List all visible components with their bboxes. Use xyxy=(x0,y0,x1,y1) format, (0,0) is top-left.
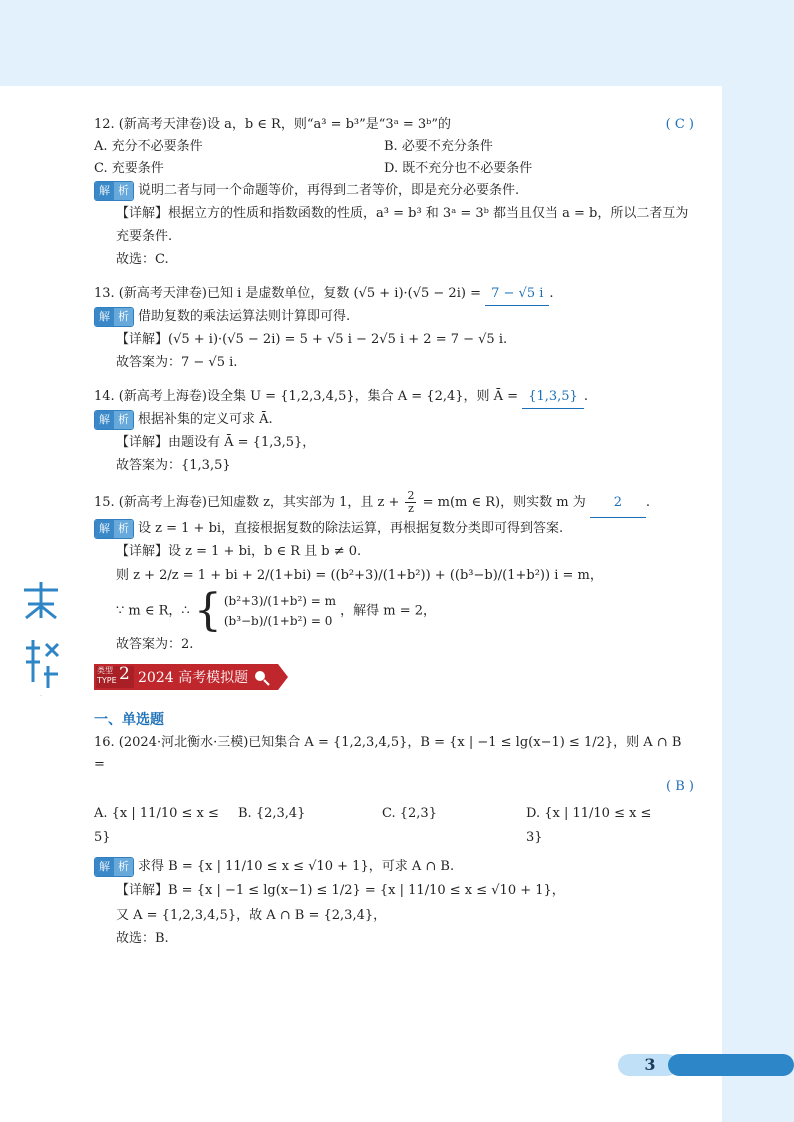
side-decoration-glyph xyxy=(18,578,64,698)
q16-stem: 16. (2024·河北衡水·三模)已知集合 A = {1,2,3,4,5}，B = {x | −1 ≤ lg(x−1) ≤ 1/2}，则 A ∩ B = xyxy=(94,735,682,772)
q16-option-c: C. {2,3} xyxy=(382,806,437,821)
q14-analysis: 解 析 根据补集的定义可求 Ā. xyxy=(94,409,694,431)
q15-analysis: 解 析 设 z = 1 + bi，直接根据复数的除法运算，再根据复数分类即可得到答案. xyxy=(94,518,694,540)
q16-detail: 【详解】B = {x | −1 ≤ lg(x−1) ≤ 1/2} = {x | 11/10 ≤ x ≤ √10 + 1}， xyxy=(116,883,565,898)
analysis-badge: 解 析 xyxy=(94,519,134,539)
q15-stem: 15. (新高考上海卷)已知虚数 z，其实部为 1，且 z + $\frac{2}{z}$ = m(m ∈ R)，则实数 m 为 2 . xyxy=(94,489,694,518)
analysis-badge: 解 析 xyxy=(94,181,134,201)
right-band xyxy=(722,0,794,1122)
q12-stem-text: 12. (新高考天津卷)设 a，b ∈ R，则“a³ = b³”是“3ᵃ = 3ᵇ”的 xyxy=(94,117,451,132)
q12-option-a: A. 充分不必要条件 xyxy=(94,139,203,154)
q16-analysis: 解 析 求得 B = {x | 11/10 ≤ x ≤ √10 + 1}，可求 A ∩ B. xyxy=(94,856,694,878)
q13-blank-answer: 7 − √5 i xyxy=(485,283,549,306)
q16-detail-line2: 又 A = {1,2,3,4,5}，故 A ∩ B = {2,3,4}， xyxy=(116,908,387,923)
q13-analysis: 解 析 借助复数的乘法运算法则计算即可得. xyxy=(94,306,694,328)
svg-text:未来: 未来 xyxy=(40,696,42,697)
q16-option-b: B. {2,3,4} xyxy=(238,806,306,821)
q16-options xyxy=(94,802,694,850)
q13-conclusion: 故答案为：7 − √5 i. xyxy=(116,355,238,370)
q16-conclusion: 故选：B. xyxy=(116,931,169,946)
q15-blank-answer: 2 xyxy=(590,489,646,518)
q12-conclusion: 故选：C. xyxy=(116,252,169,267)
banner-title: 2024 高考模拟题 xyxy=(138,670,249,686)
q12-analysis: 解 析 说明二者与同一个命题等价，再得到二者等价，即是充分必要条件. xyxy=(94,180,694,202)
q14-stem: 14. (新高考上海卷)设全集 U = {1,2,3,4,5}，集合 A = {2,4}，则 Ā = {1,3,5} . xyxy=(94,386,694,409)
q12-stem xyxy=(94,114,694,136)
q16-option-d: D. {x | 11/10 ≤ x ≤ 3} xyxy=(526,806,652,845)
q16-answer-line xyxy=(94,776,694,798)
page-content xyxy=(94,114,694,950)
banner-type-number: 2 xyxy=(119,664,130,684)
q12-option-b: B. 必要不充分条件 xyxy=(384,139,493,154)
q12-options-row1 xyxy=(94,136,694,158)
analysis-badge: 解 析 xyxy=(94,410,134,430)
q15-system: ∵ m ∈ R，∴ { (b²+3)/(1+b²) = m (b³−b)/(1+b²) = 0 ，解得 m = 2， xyxy=(116,585,437,636)
q12-option-d: D. 既不充分也不必要条件 xyxy=(384,161,533,176)
q14-blank-answer: {1,3,5} xyxy=(522,386,584,409)
q13-stem: 13. (新高考天津卷)已知 i 是虚数单位，复数 (√5 + i)·(√5 − 2i) = 7 − √5 i . xyxy=(94,283,694,306)
q16-option-a: A. {x | 11/10 ≤ x ≤ 5} xyxy=(94,806,219,845)
page-number: 3 xyxy=(644,1055,656,1074)
q12-detail: 【详解】根据立方的性质和指数函数的性质，a³ = b³ 和 3ᵃ = 3ᵇ 都当且仅当 a = b，所以二者互为充要条件. xyxy=(116,206,689,244)
q15-detail: 【详解】设 z = 1 + bi，b ∈ R 且 b ≠ 0. xyxy=(116,544,362,559)
q13-detail: 【详解】(√5 + i)·(√5 − 2i) = 5 + √5 i − 2√5 i + 2 = 7 − √5 i. xyxy=(116,332,508,347)
q15-conclusion: 故答案为：2. xyxy=(116,637,194,652)
type-banner xyxy=(94,662,694,692)
q14-detail: 【详解】由题设有 Ā = {1,3,5}， xyxy=(116,435,316,450)
q16-answer: ( B ) xyxy=(666,779,694,794)
q15-derivation: 则 z + 2/z = 1 + bi + 2/(1+bi) = ((b²+3)/(1+b²)) + ((b³−b)/(1+b²)) i = m， xyxy=(116,568,603,583)
left-brace-glyph: { xyxy=(193,585,222,636)
q14-conclusion: 故答案为：{1,3,5} xyxy=(116,458,231,473)
q12-options-row2 xyxy=(94,158,694,180)
banner-type-label: 类型 TYPE xyxy=(97,666,117,685)
analysis-badge: 解 析 xyxy=(94,857,134,877)
q12-answer: ( C ) xyxy=(665,117,694,132)
q15-fraction: $\frac{2}{z}$ xyxy=(407,489,415,515)
q15-equation-system: { (b²+3)/(1+b²) = m (b³−b)/(1+b²) = 0 xyxy=(193,585,337,636)
q12-option-c: C. 充要条件 xyxy=(94,161,164,176)
top-band xyxy=(0,0,794,86)
analysis-badge: 解 析 xyxy=(94,307,134,327)
section-heading: 一、单选题 xyxy=(94,712,164,728)
